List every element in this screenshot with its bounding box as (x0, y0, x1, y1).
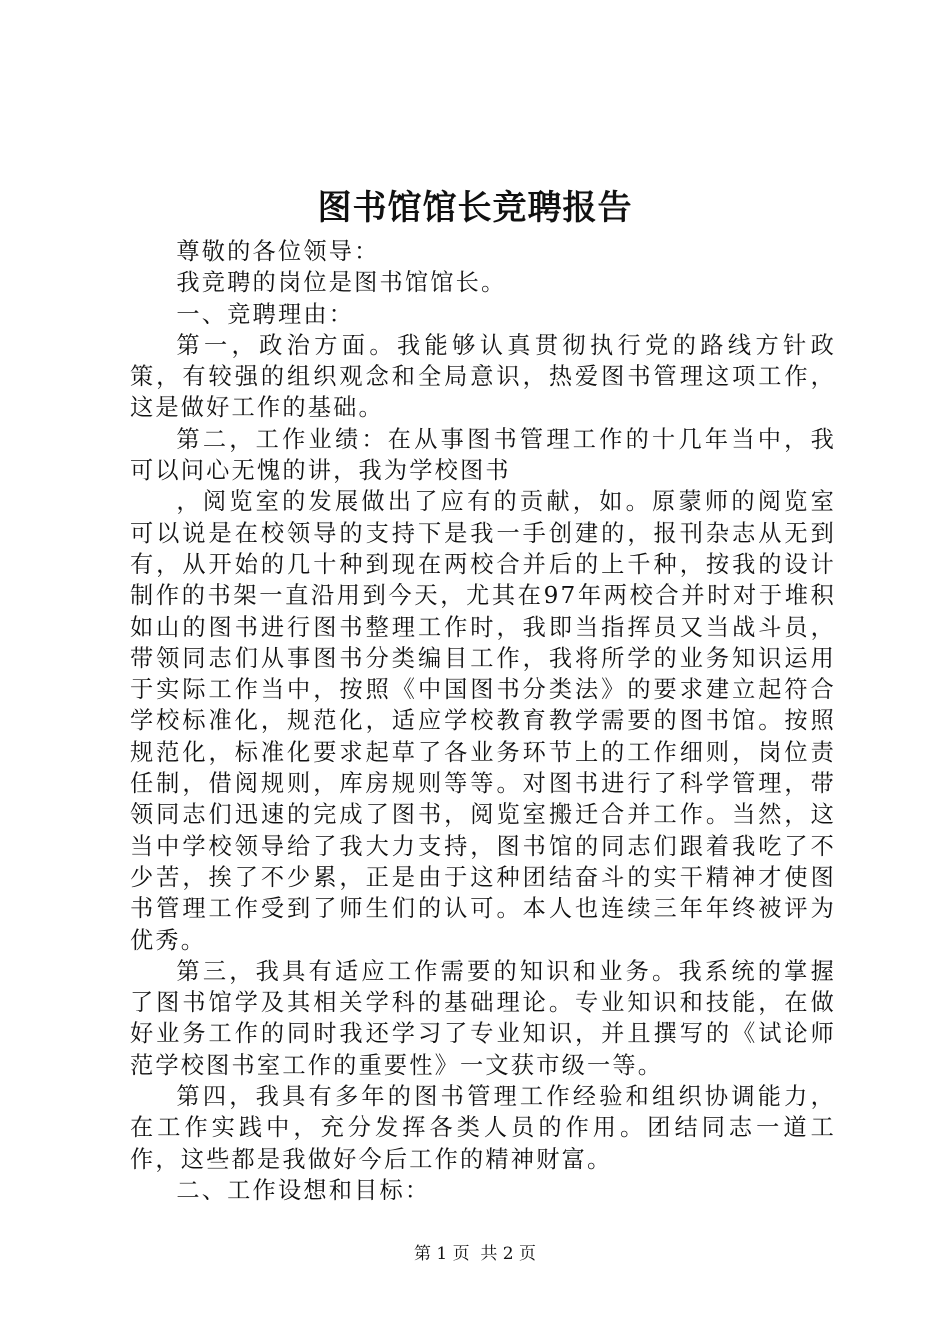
salutation: 尊敬的各位领导： (176, 238, 380, 265)
section-heading-reasons: 一、竞聘理由： (176, 300, 355, 328)
page-number: 第 1 页 共 2 页 (413, 1244, 537, 1264)
paragraph-first-politics: 第一，政治方面。我能够认真贯彻执行党的路线方针政策，有较强的组织观念和全局意识，热爱图书管理这项工作，这是做好工作的基础。 (130, 331, 836, 422)
document-title: 图书馆馆长竞聘报告 (317, 188, 633, 228)
paragraph-reading-room: ，阅览室的发展做出了应有的贡献，如。原蒙师的阅览室可以说是在校领导的支持下是我一手创建的，报刊杂志从无到有，从开始的几十种到现在两校合并后的上千种，按我的设计制作的书架一直沿用到今天，尤其在97年两校合并时对于堆积如山的图书进行图书整理工作时，我即当指挥员又当战斗员，带领同志们从事图书分类编目工作，我将所学的业务知识运用于实际工作当中，按照《中国图书分类法》的要求建立起符合学校标准化，规范化，适应学校教育教学需要的图书馆。按照规范化，标准化要求起草了各业务环节上的工作细则，岗位责任制，借阅规则，库房规则等等。对图书进行了科学管理，带领同志们迅速的完成了图书，阅览室搬迁合并工作。当然，这当中学校领导给了我大力支持，图书馆的同志们跟着我吃了不少苦，挨了不少累，正是由于这种团结奋斗的实干精神才使图书管理工作受到了师生们的认可。本人也连续三年年终被评为优秀。 (130, 488, 836, 954)
section-heading-plans: 二、工作设想和目标： (176, 1176, 431, 1204)
paragraph-second-achievements: 第二，工作业绩：在从事图书管理工作的十几年当中，我可以问心无愧的讲，我为学校图书 (130, 425, 836, 485)
position-statement: 我竞聘的岗位是图书馆馆长。 (176, 269, 507, 297)
paragraph-third-knowledge: 第三，我具有适应工作需要的知识和业务。我系统的掌握了图书馆学及其相关学科的基础理论。专业知识和技能，在做好业务工作的同时我还学习了专业知识，并且撰写的《试论师范学校图书室工作的重要性》一文获市级一等。 (130, 957, 836, 1079)
document-body (130, 236, 836, 1206)
paragraph-fourth-experience: 第四，我具有多年的图书管理工作经验和组织协调能力，在工作实践中，充分发挥各类人员的作用。团结同志一道工作，这些都是我做好今后工作的精神财富。 (130, 1083, 836, 1173)
page-footer (0, 1242, 950, 1266)
